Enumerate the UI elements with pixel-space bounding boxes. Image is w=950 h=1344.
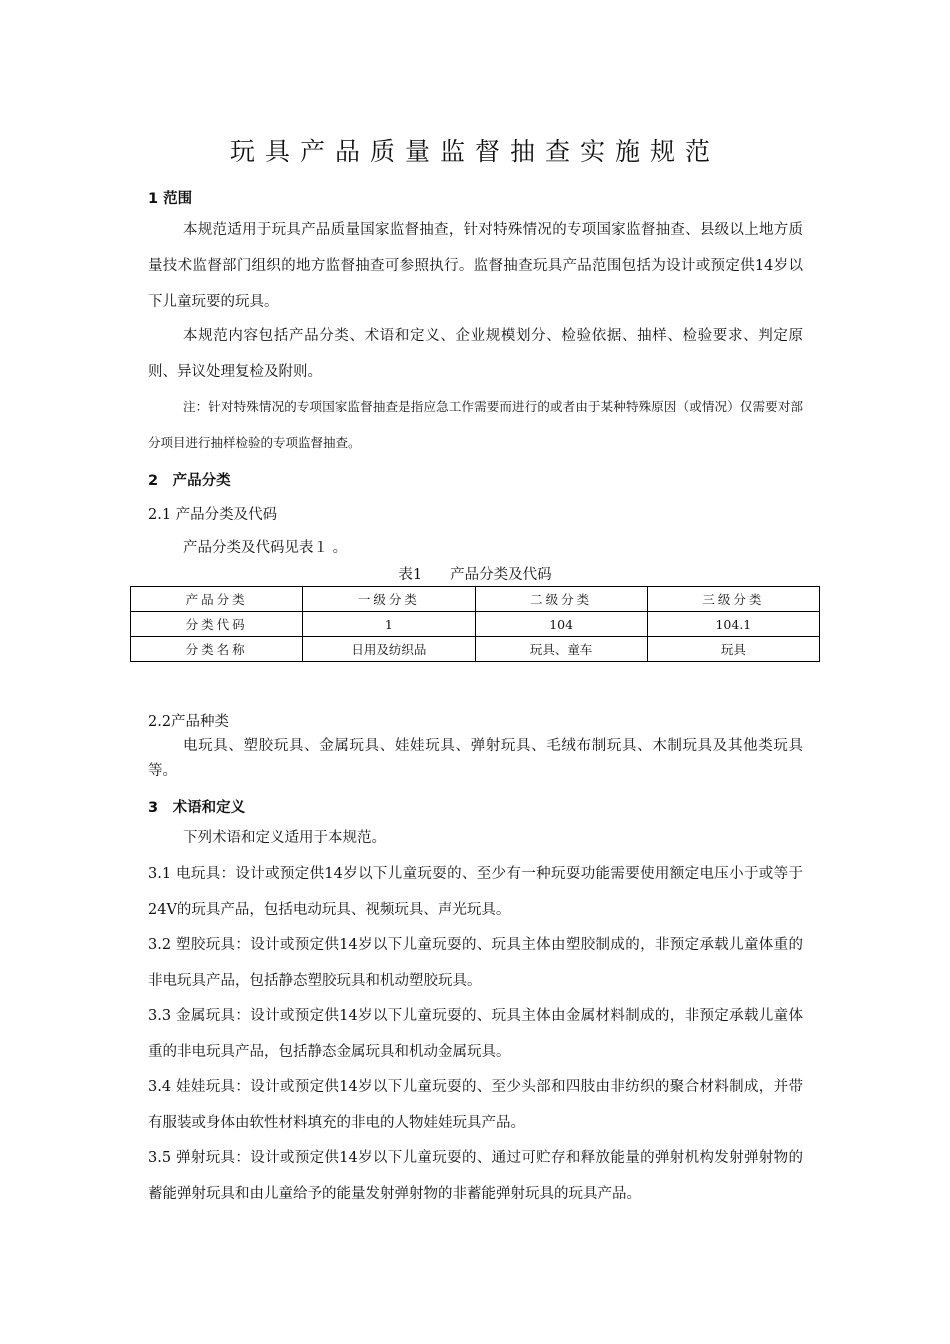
table-cell: 1: [303, 612, 475, 637]
table-caption-text: 产品分类及代码: [450, 567, 552, 583]
table-cell: 二级分类: [475, 587, 647, 612]
subsection-2-1-text: 产品分类及代码见表１ 。: [183, 540, 348, 556]
definition-3-4: 3.4 娃娃玩具：设计或预定供14岁以下儿童玩耍的、至少头部和四肢由非纺织的聚合材料制成，并带有服装或身体由软性材料填充的非电的人物娃娃玩具产品。: [148, 1079, 803, 1131]
definition-3-2: 3.2 塑胶玩具：设计或预定供14岁以下儿童玩耍的、玩具主体由塑胶制成的，非预定承载儿童体重的非电玩具产品，包括静态塑胶玩具和机动塑胶玩具。: [148, 937, 803, 989]
table-row: [131, 637, 820, 662]
product-category-table: [130, 586, 820, 662]
table-cell: 一级分类: [303, 587, 475, 612]
definition-3-5: 3.5 弹射玩具：设计或预定供14岁以下儿童玩耍的、通过可贮存和释放能量的弹射机构发射弹射物的蓄能弹射玩具和由儿童给予的能量发射弹射物的非蓄能弹射玩具的玩具产品。: [148, 1150, 803, 1202]
table-cell: 玩具: [647, 637, 819, 662]
table-cell: 产品分类: [131, 587, 303, 612]
table-caption-number: 表1: [398, 567, 423, 583]
table-cell: 104.1: [647, 612, 819, 637]
subsection-2-2-text: 电玩具、塑胶玩具、金属玩具、娃娃玩具、弹射玩具、毛绒布制玩具、木制玩具及其他类玩具等。: [148, 738, 803, 779]
section-1-heading: 1 范围: [148, 191, 193, 207]
table-cell: 玩具、童车: [475, 637, 647, 662]
section-3-heading: 3 术语和定义: [148, 800, 246, 816]
scope-note: 注：针对特殊情况的专项国家监督抽查是指应急工作需要而进行的或者由于某种特殊原因（或情况）仅需要对部分项目进行抽样检验的专项监督抽查。: [148, 399, 803, 450]
section-2-heading: 2 产品分类: [148, 473, 231, 489]
document-title: 玩具产品质量监督抽查实施规范: [229, 137, 720, 166]
table-1-caption: [0, 563, 950, 584]
table-cell: 分类名称: [131, 637, 303, 662]
terms-intro: 下列术语和定义适用于本规范。: [183, 830, 386, 846]
subsection-2-2-heading: 2.2产品种类: [148, 714, 230, 730]
definition-3-1: 3.1 电玩具：设计或预定供14岁以下儿童玩耍的、至少有一种玩耍功能需要使用额定电压小于或等于24V的玩具产品，包括电动玩具、视频玩具、声光玩具。: [148, 866, 803, 918]
scope-paragraph-1: 本规范适用于玩具产品质量国家监督抽查，针对特殊情况的专项国家监督抽查、县级以上地方质量技术监督部门组织的地方监督抽查可参照执行。监督抽查玩具产品范围包括为设计或预定供14岁以下儿童玩要的玩具。: [148, 222, 803, 310]
table-cell: 三级分类: [647, 587, 819, 612]
scope-paragraph-2: 本规范内容包括产品分类、术语和定义、企业规模划分、检验依据、抽样、检验要求、判定原则、异议处理复检及附则。: [148, 328, 803, 380]
table-cell: 104: [475, 612, 647, 637]
table-cell: 分类代码: [131, 612, 303, 637]
subsection-2-1-heading: 2.1 产品分类及代码: [148, 507, 278, 523]
table-header-row: [131, 587, 820, 612]
table-cell: 日用及纺织品: [303, 637, 475, 662]
table-row: [131, 612, 820, 637]
definition-3-3: 3.3 金属玩具：设计或预定供14岁以下儿童玩耍的、玩具主体由金属材料制成的，非预定承载儿童体重的非电玩具产品，包括静态金属玩具和机动金属玩具。: [148, 1008, 803, 1060]
